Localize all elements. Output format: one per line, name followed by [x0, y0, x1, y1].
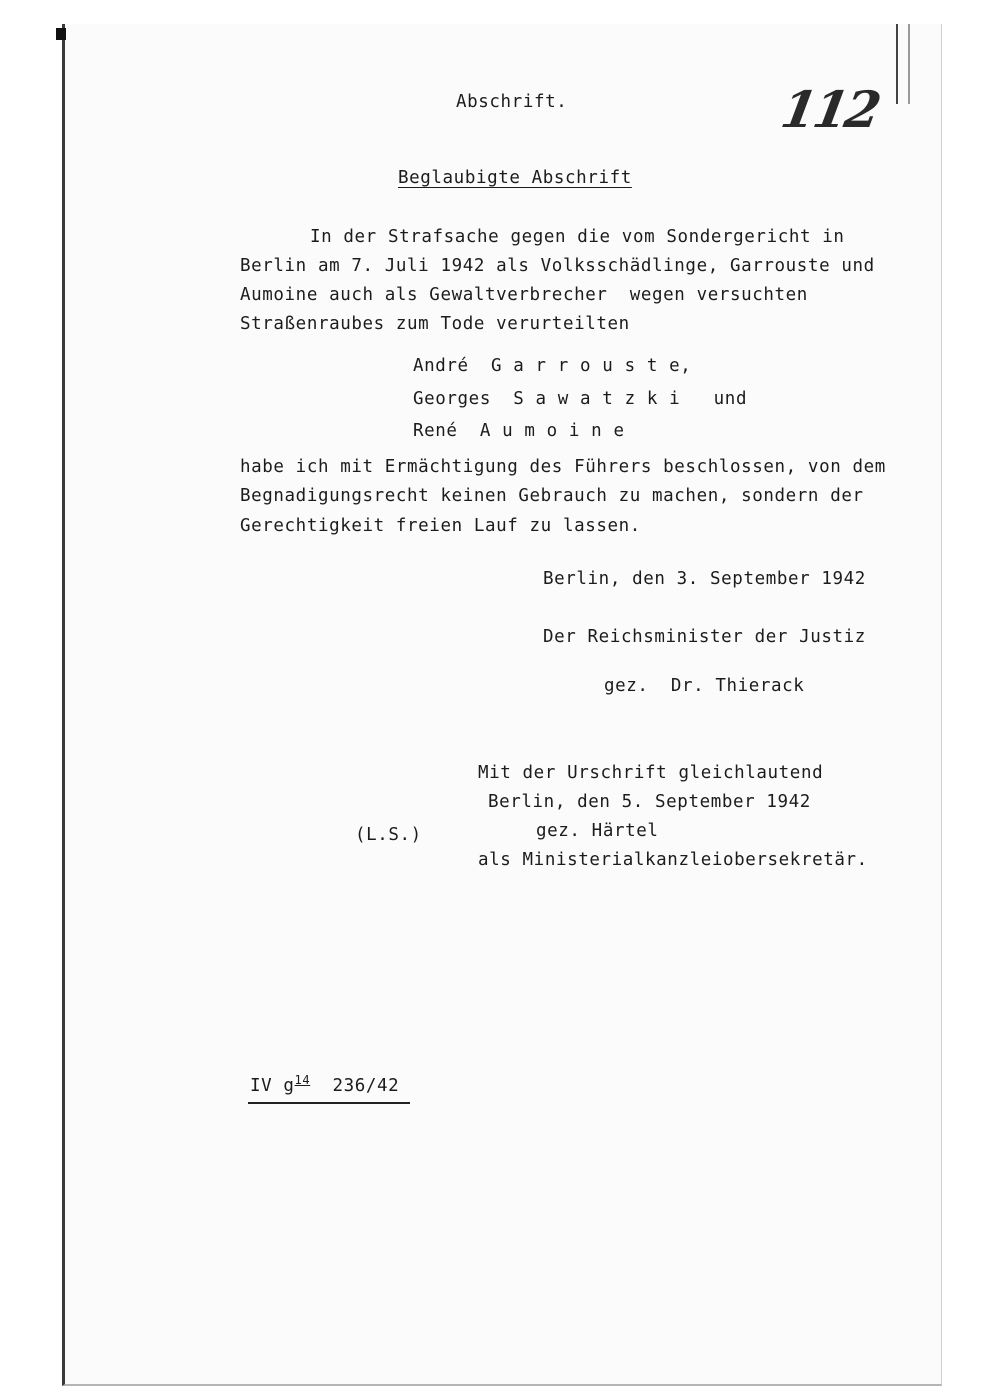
decision-line-3: Gerechtigkeit freien Lauf zu lassen.: [240, 516, 641, 536]
seal-mark: (L.S.): [355, 825, 422, 845]
page-edge-line-secondary: [908, 24, 910, 104]
corner-mark: [56, 28, 66, 40]
reference-number: 236/42: [332, 1075, 400, 1096]
page-edge-line: [896, 24, 898, 104]
folio-number: 112: [776, 80, 883, 139]
reference-underline: [248, 1102, 410, 1104]
intro-line-4: Straßenraubes zum Tode verurteilten: [240, 314, 630, 334]
intro-line-1: In der Strafsache gegen die vom Sondergericht in: [310, 227, 845, 247]
intro-line-3: Aumoine auch als Gewaltverbrecher wegen versuchten: [240, 285, 808, 305]
certification-line-1: Mit der Urschrift gleichlautend: [478, 763, 824, 783]
file-reference: [250, 1074, 399, 1095]
defendant-name-2: Georges S a w a t z k i und: [413, 389, 748, 409]
certified-title: Beglaubigte Abschrift: [398, 168, 632, 188]
reference-prefix: IV g: [250, 1075, 295, 1096]
signature-signed: gez. Dr. Thierack: [604, 676, 805, 696]
defendant-name-1: André G a r r o u s t e,: [413, 356, 692, 376]
decision-line-2: Begnadigungsrecht keinen Gebrauch zu machen, sondern der: [240, 486, 864, 506]
reference-superscript: 14: [294, 1073, 311, 1087]
intro-line-2: Berlin am 7. Juli 1942 als Volksschädlinge, Garrouste und: [240, 256, 875, 276]
decision-line-1: habe ich mit Ermächtigung des Führers beschlossen, von dem: [240, 457, 886, 477]
copy-label: Abschrift.: [456, 92, 568, 112]
certification-line-3: gez. Härtel: [536, 821, 659, 841]
defendant-name-3: René A u m o i n e: [413, 421, 625, 441]
signature-place-date: Berlin, den 3. September 1942: [543, 569, 866, 589]
certification-line-2: Berlin, den 5. September 1942: [488, 792, 811, 812]
certification-line-4: als Ministerialkanzleiobersekretär.: [478, 850, 868, 870]
signature-office: Der Reichsminister der Justiz: [543, 627, 866, 647]
